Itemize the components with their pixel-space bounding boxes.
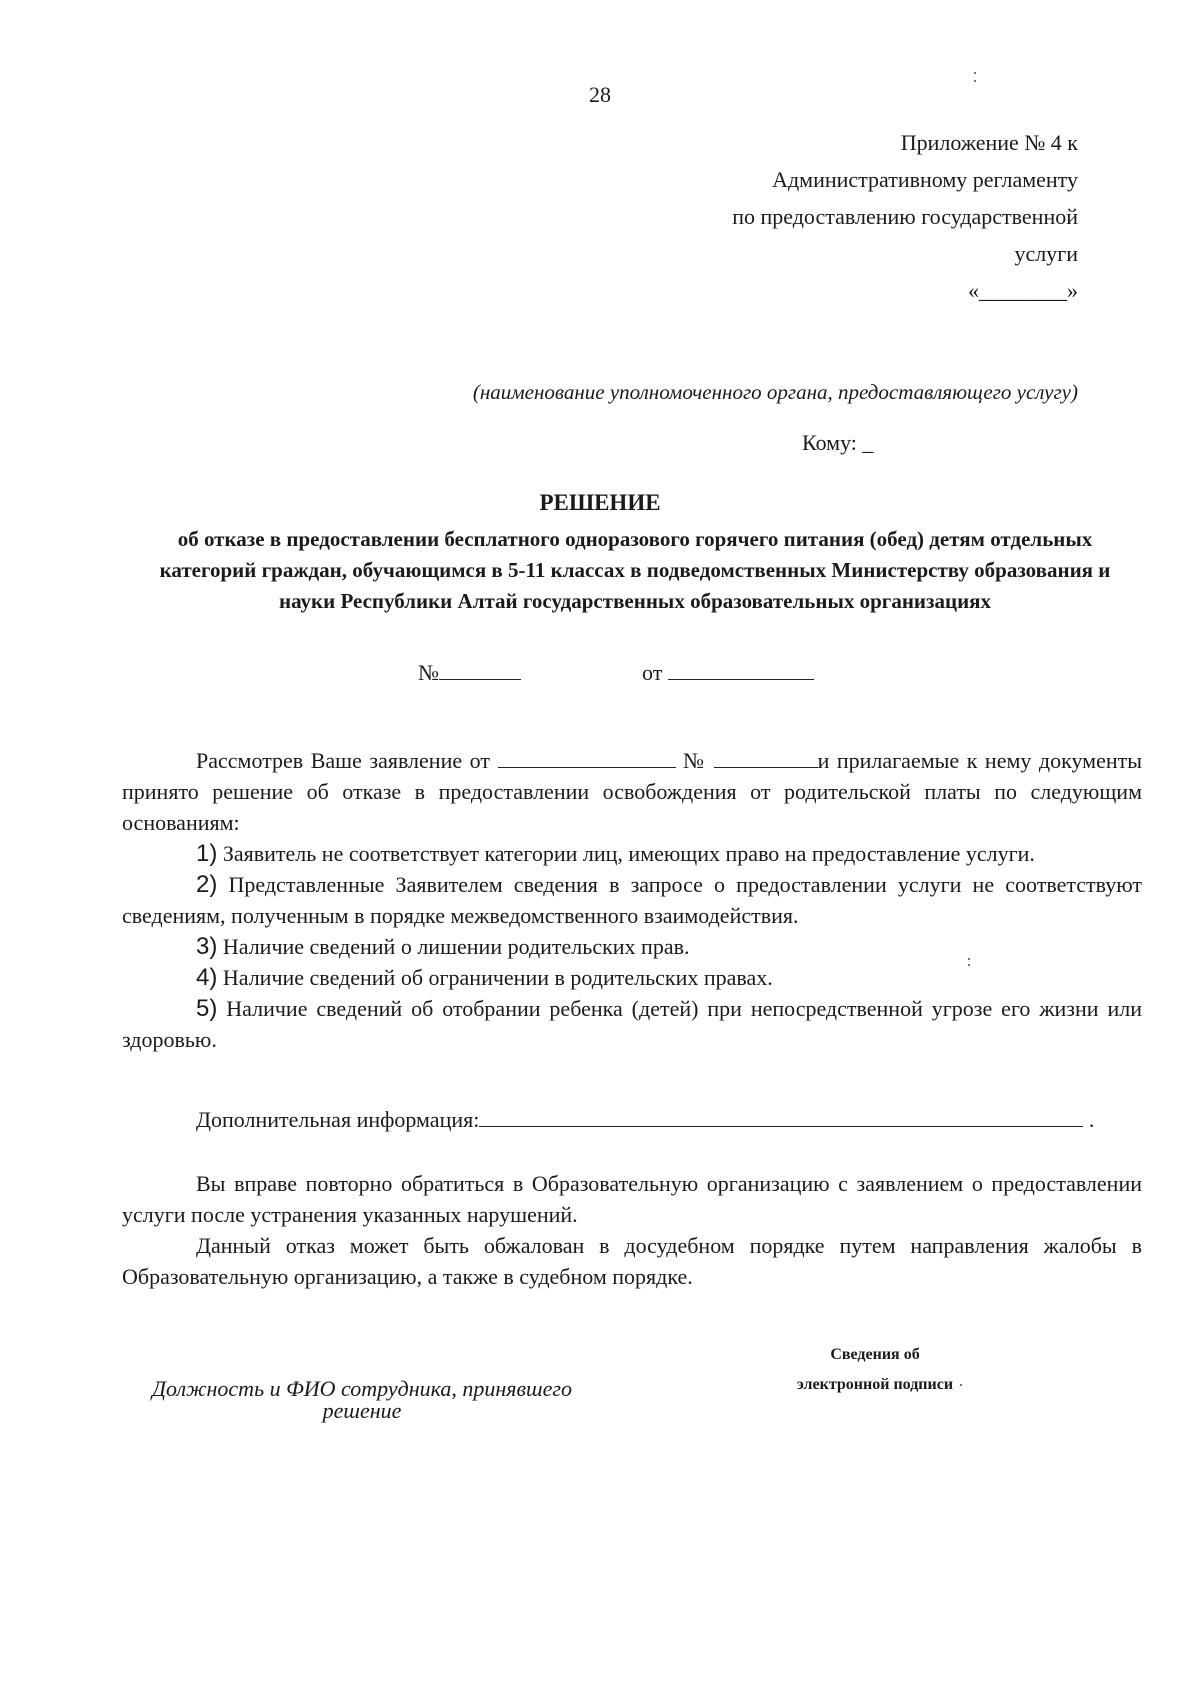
scan-speck — [974, 72, 976, 74]
ground-number: 1) — [196, 840, 218, 867]
scan-speck — [974, 80, 976, 82]
official-line-2: решение — [322, 1398, 402, 1423]
intro-number-sign: № — [683, 748, 707, 773]
ground-number: 4) — [196, 964, 218, 991]
decision-body — [122, 745, 1142, 1055]
ground-item — [122, 931, 1142, 962]
signature-info-line-1: Сведения об — [830, 1346, 920, 1363]
number-label: № — [418, 660, 439, 685]
appendix-line-2: Административному регламенту — [772, 167, 1078, 192]
ground-text: Наличие сведений о лишении родительских прав. — [222, 934, 690, 959]
appendix-line-4: услуги — [1014, 241, 1078, 266]
ground-number: 2) — [196, 871, 218, 898]
date-label: от — [642, 660, 663, 685]
decision-date — [642, 660, 814, 686]
ground-text: Наличие сведений об отобрании ребенка (детей) при непосредственной угрозе его жизни или здоровью. — [122, 996, 1142, 1052]
electronic-signature-info — [770, 1340, 980, 1400]
signature-info-line-2: электронной подписи — [796, 1376, 954, 1393]
organ-placeholder: (наименование уполномоченного органа, предоставляющего услугу) — [472, 380, 1078, 404]
intro-prefix: Рассмотрев Ваше заявление от — [196, 748, 490, 773]
recipient-label: Кому: _ — [802, 430, 874, 455]
appendix-line-5: «________» — [968, 278, 1078, 303]
scan-speck — [968, 964, 970, 966]
notice-reapply: Вы вправе повторно обратиться в Образовательную организацию с заявлением о предоставлении услуги после устранения указанных нарушений. — [122, 1171, 1142, 1227]
page-number: 28 — [589, 82, 611, 107]
date-blank — [668, 661, 814, 680]
ground-text: Наличие сведений об ограничении в родительских правах. — [222, 965, 773, 990]
notices — [122, 1168, 1142, 1292]
appendix-header — [518, 124, 1078, 309]
scan-speck — [968, 958, 970, 960]
ground-text: Представленные Заявителем сведения в запросе о предоставлении услуги не соответствуют сведениям, полученным в порядке межведомственного взаимодействия. — [122, 872, 1143, 928]
intro-rest: документы принято решение об отказе в предоставлении освобождения от родительской платы по следующим основаниям: — [122, 748, 1143, 835]
decision-number — [418, 660, 521, 686]
ground-number: 5) — [196, 995, 218, 1022]
application-date-blank — [498, 749, 676, 768]
additional-info-label: Дополнительная информация: — [196, 1107, 480, 1132]
scan-speck — [960, 1384, 962, 1386]
intro-suffix: и прилагаемые к нему — [817, 748, 1032, 773]
additional-info-end: . — [1088, 1107, 1095, 1132]
official-line-1: Должность и ФИО сотрудника, принявшего — [152, 1376, 572, 1401]
number-blank — [439, 661, 521, 680]
additional-info — [196, 1107, 1094, 1133]
appendix-line-1: Приложение № 4 к — [900, 130, 1078, 155]
official-signature — [122, 1378, 602, 1422]
ground-number: 3) — [196, 933, 218, 960]
intro-paragraph — [122, 745, 1142, 838]
notice-appeal: Данный отказ может быть обжалован в досудебном порядке путем направления жалобы в Образовательную организацию, а также в судебном порядке. — [122, 1233, 1142, 1289]
document-title: РЕШЕНИЕ — [539, 490, 661, 515]
ground-text: Заявитель не соответствует категории лиц, имеющих право на предоставление услуги. — [222, 841, 1035, 866]
ground-item — [122, 838, 1142, 869]
additional-info-blank — [479, 1108, 1083, 1127]
application-number-blank — [714, 749, 818, 768]
ground-item — [122, 869, 1142, 931]
ground-item — [122, 993, 1142, 1055]
document-subtitle: об отказе в предоставлении бесплатного одноразового горячего питания (обед) детям отдельных категорий граждан, обучающимся в 5-11 классах в подведомственных Министерству образования и науки Республики Алтай государственных образовательных организациях — [159, 527, 1111, 613]
ground-item — [122, 962, 1142, 993]
appendix-line-3: по предоставлению государственной — [732, 204, 1078, 229]
